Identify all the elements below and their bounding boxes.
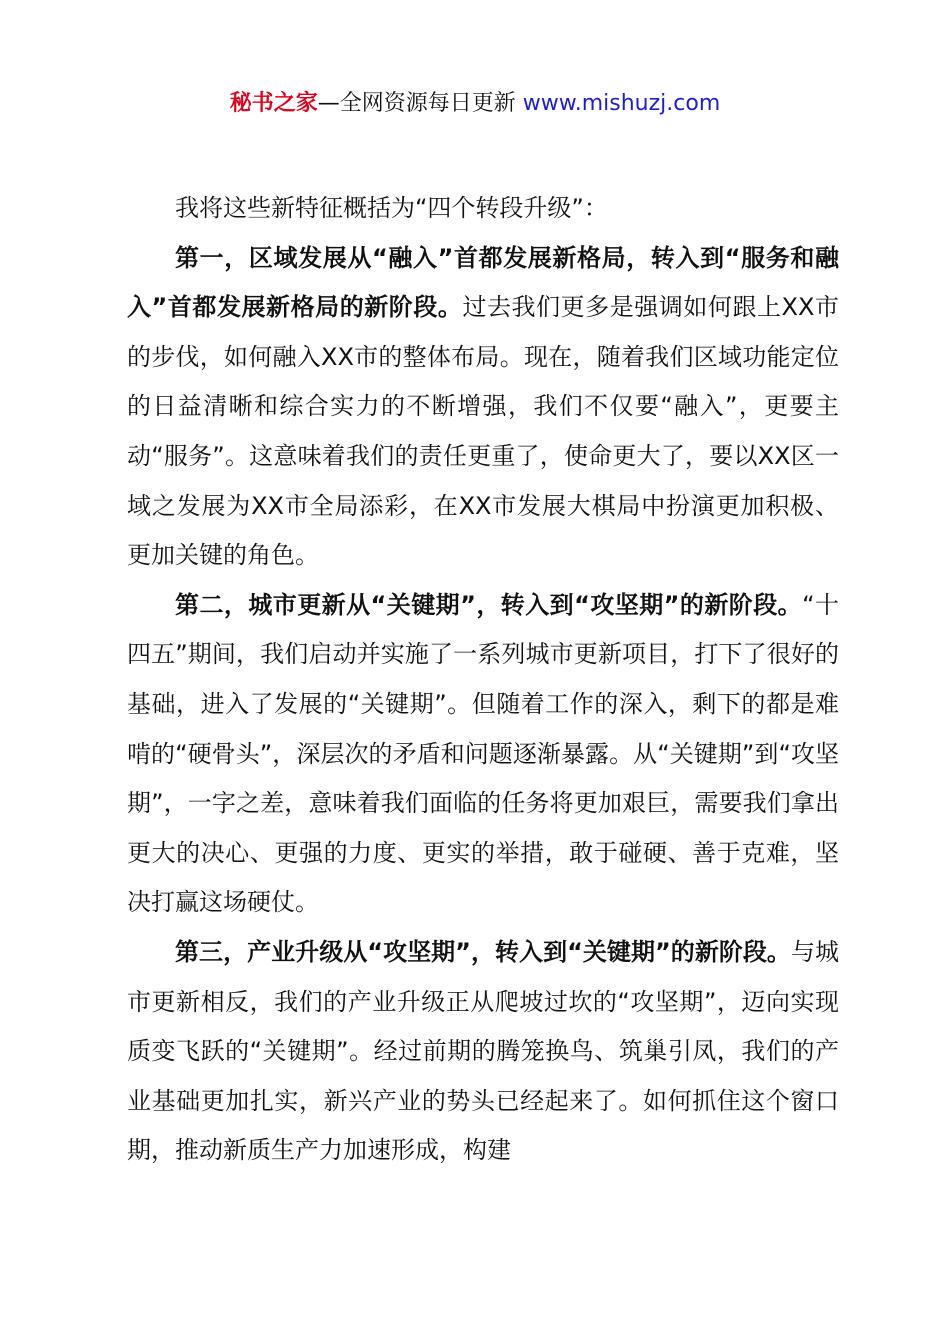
header-banner	[0, 86, 950, 122]
header-slogan: —全网资源每日更新	[317, 91, 516, 116]
document-body	[127, 184, 839, 1176]
paragraph-text: 与城市更新相反，我们的产业升级正从爬坡过坎的“攻坚期”，迈向实现质变飞跃的“关键期”。经过前期的腾笼换鸟、筑巢引凤，我们的产业基础更加扎实，新兴产业的势头已经起来了。如何抓住这个窗口期，推动新质生产力加速形成，构建	[127, 937, 840, 1165]
paragraph-first	[127, 234, 839, 581]
paragraph-lead: 第三，产业升级从“攻坚期”，转入到“关键期”的新阶段。	[175, 937, 791, 966]
paragraph-text: 我将这些新特征概括为“四个转段升级”：	[175, 194, 608, 222]
paragraph-lead: 第二，城市更新从“关键期”，转入到“攻坚期”的新阶段。	[175, 590, 803, 619]
paragraph-text: 过去我们更多是强调如何跟上XX市的步伐，如何融入XX市的整体布局。现在，随着我们区域功能定位的日益清晰和综合实力的不断增强，我们不仅要“融入”，更要主动“服务”。这意味着我们的责任更重了，使命更大了，要以XX区一域之发展为XX市全局添彩，在XX市发展大棋局中扮演更加积极、更加关键的角色。	[127, 293, 839, 570]
brand-name: 秘书之家	[229, 91, 318, 116]
paragraph-second	[127, 581, 839, 928]
header-url[interactable]: www.mishuzj.com	[515, 91, 721, 116]
paragraph-intro	[127, 184, 839, 234]
paragraph-third	[127, 928, 839, 1176]
paragraph-text: “十四五”期间，我们启动并实施了一系列城市更新项目，打下了很好的基础，进入了发展的“关键期”。但随着工作的深入，剩下的都是难啃的“硬骨头”，深层次的矛盾和问题逐渐暴露。从“关键期”到“攻坚期”，一字之差，意味着我们面临的任务将更加艰巨，需要我们拿出更大的决心、更强的力度、更实的举措，敢于碰硬、善于克难，坚决打赢这场硬仗。	[127, 590, 840, 917]
paragraph-lead: 第一，区域发展从“融入”首都发展新格局，转入到“服务和融入”首都发展新格局的新阶段。	[127, 243, 839, 322]
